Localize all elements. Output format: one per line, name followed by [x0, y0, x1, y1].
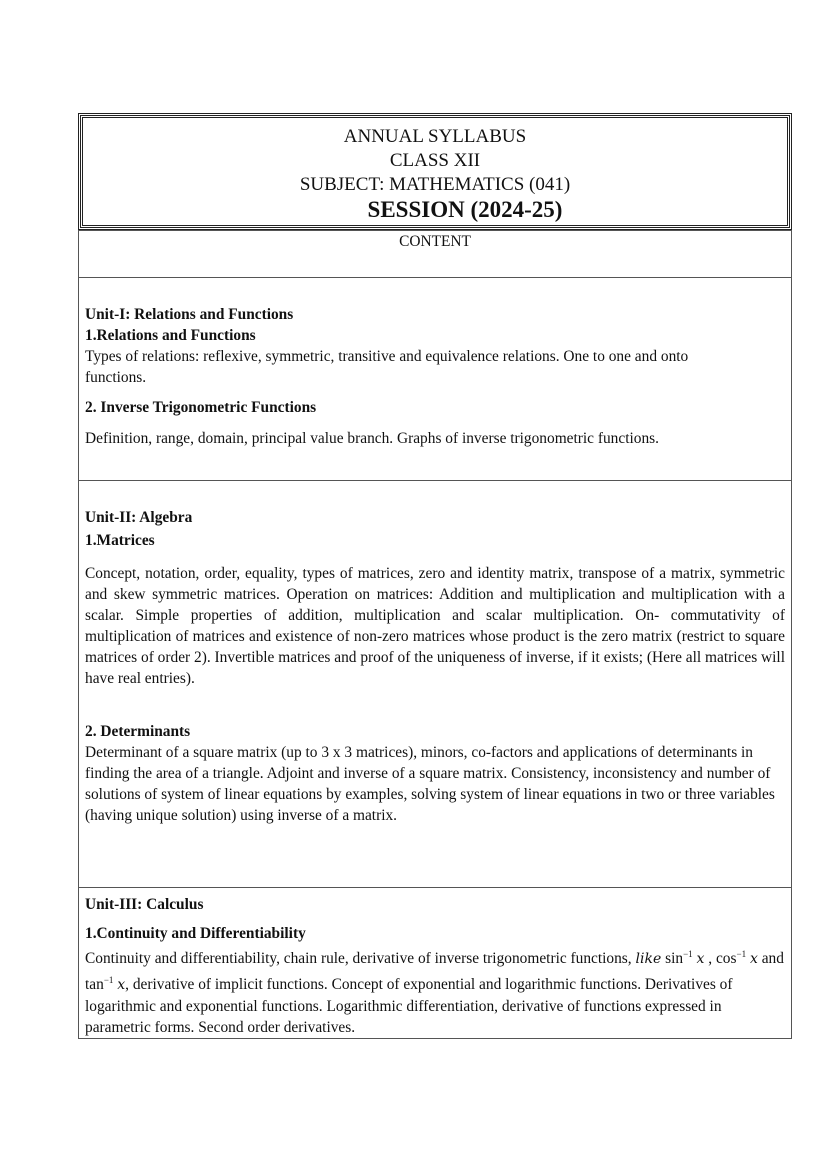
unit-2-section-1-title: 1.Matrices	[85, 532, 155, 549]
unit-1-row	[79, 278, 792, 481]
header-class: CLASS XII	[389, 150, 481, 171]
tan-fn: tan	[85, 976, 104, 994]
unit-3-row	[79, 888, 792, 1039]
unit-2-title: Unit-II: Algebra	[85, 509, 193, 526]
unit-1-title: Unit-I: Relations and Functions	[85, 306, 294, 323]
header-title: ANNUAL SYLLABUS	[343, 126, 527, 147]
content-header-row	[79, 231, 792, 278]
unit-1-section-1-text: Types of relations: reflexive, symmetric, transitive and equivalence relations. One to one and onto functions.	[85, 348, 689, 386]
sin-inverse-sup: −1	[683, 949, 693, 959]
sin-var: x	[696, 951, 705, 968]
unit-2-section-2-text: Determinant of a square matrix (up to 3 x 3 matrices), minors, co-factors and applications of determinants in finding the area of a triangle. Adjoint and inverse of a square matrix. Consistency, inconsistency and number of solutions of system of linear equations by examples, solving system of linear equations in two or three variables (having unique solution) using inverse of a matrix.	[85, 744, 775, 824]
unit-2-section-2-title: 2. Determinants	[85, 723, 191, 740]
syllabus-page	[78, 113, 792, 1039]
comma-sep: ,	[704, 950, 716, 968]
header-subject: SUBJECT: MATHEMATICS (041)	[299, 174, 571, 195]
sin-fn: sin	[665, 950, 684, 968]
cos-inverse-sup: −1	[736, 949, 747, 959]
unit-3-title: Unit-III: Calculus	[85, 896, 204, 913]
cos-fn: cos	[715, 950, 737, 968]
unit-1-section-2-text: Definition, range, domain, principal value branch. Graphs of inverse trigonometric functions.	[85, 430, 659, 447]
cos-var: x	[749, 951, 758, 968]
unit-1-section-1-title: 1.Relations and Functions	[85, 327, 256, 344]
like-word: like	[635, 951, 662, 968]
syllabus-header	[78, 113, 792, 230]
header-session: SESSION (2024-25)	[367, 197, 563, 222]
unit-3-text-part-b: , derivative of implicit functions. Concept of exponential and logarithmic functions. Derivatives of logarithmic and exponential functions. Logarithmic differentiation, derivative of functions expressed in parametric forms. Second order derivatives.	[85, 976, 733, 1037]
unit-1-section-2-title: 2. Inverse Trigonometric Functions	[85, 399, 317, 416]
content-label: CONTENT	[79, 231, 792, 278]
tan-inverse-sup: −1	[103, 975, 114, 986]
syllabus-table	[78, 230, 792, 1039]
unit-3-section-1-title: 1.Continuity and Differentiability	[85, 925, 306, 942]
and-sep: and	[757, 950, 784, 968]
unit-2-row	[79, 481, 792, 888]
unit-3-section-1-text	[85, 944, 785, 1038]
tan-var: x	[117, 977, 126, 994]
unit-2-section-1-text: Concept, notation, order, equality, types of matrices, zero and identity matrix, transpose of a matrix, symmetric and skew symmetric matrices. Operation on matrices: Addition and multiplication and multiplication with a scalar. Simple properties of addition, multiplication and scalar multiplication. On- commutativity of multiplication of matrices and existence of non-zero matrices whose product is the zero matrix (restrict to square matrices of order 2). Invertible matrices and proof of the uniqueness of inverse, if it exists; (Here all matrices will have real entries).	[85, 565, 785, 687]
unit-3-text-part-a: Continuity and differentiability, chain rule, derivative of inverse trigonometric functions,	[85, 950, 632, 968]
